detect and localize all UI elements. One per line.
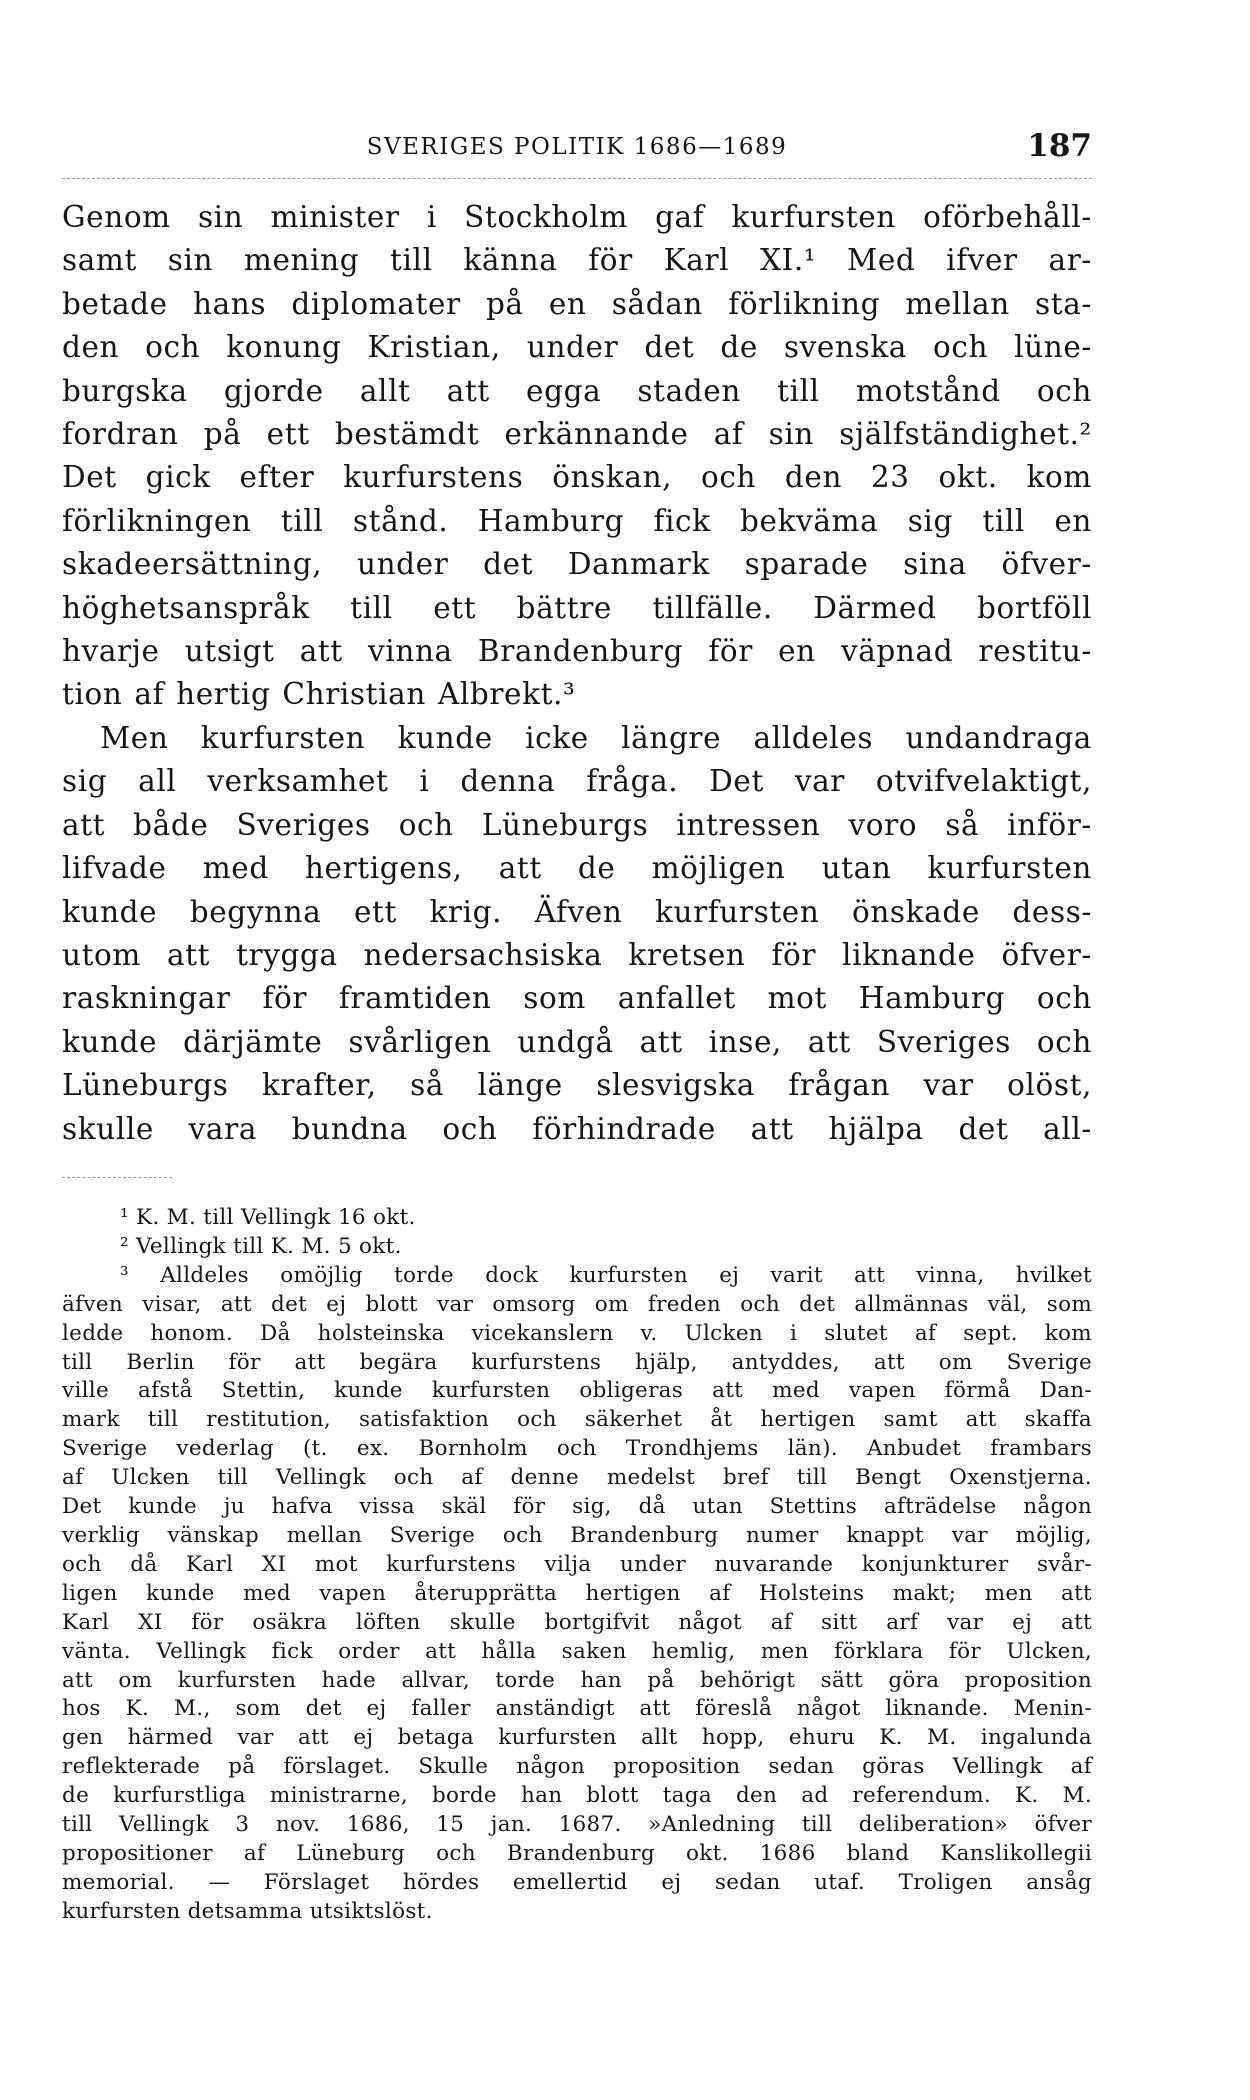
footnotes xyxy=(62,1204,1092,1927)
body-line: höghetsanspråk till ett bättre tillfälle. Därmed bortföll xyxy=(62,590,1092,625)
footnote-line: hos K. M., som det ej faller anständigt att föreslå något liknande. Menin- xyxy=(62,1696,1092,1722)
footnote-line: memorial. — Förslaget hördes emellertid ej sedan utaf. Troligen ansåg xyxy=(62,1869,1092,1895)
body-line: kunde begynna ett krig. Äfven kurfursten önskade dess- xyxy=(62,894,1092,929)
body-line: att både Sveriges och Lüneburgs intressen voro så inför- xyxy=(62,807,1092,842)
footnote-line: af Ulcken till Vellingk och af denne medelst bref till Bengt Oxenstjerna. xyxy=(62,1465,1092,1491)
body-line: Men kurfursten kunde icke längre alldeles undandraga xyxy=(100,720,1092,755)
footnote-rule xyxy=(62,1177,172,1178)
footnote-line: ¹ K. M. till Vellingk 16 okt. xyxy=(120,1205,416,1230)
body-line: den och konung Kristian, under det de svenska och lüne- xyxy=(62,330,1092,365)
footnote-line: Det kunde ju hafva vissa skäl för sig, då utan Stettins afträdelse någon xyxy=(62,1494,1092,1520)
body-line: betade hans diplomater på en sådan förlikning mellan sta- xyxy=(62,286,1092,321)
body-line: skulle vara bundna och förhindrade att hjälpa det all- xyxy=(62,1111,1092,1146)
footnote-line: reflekterade på förslaget. Skulle någon proposition sedan göras Vellingk af xyxy=(62,1754,1092,1780)
body-line: burgska gjorde allt att egga staden till motstånd och xyxy=(62,373,1092,408)
body-line: fordran på ett bestämdt erkännande af sin själfständighet.² xyxy=(62,417,1092,452)
body-line: hvarje utsigt att vinna Brandenburg för en väpnad restitu- xyxy=(62,634,1092,669)
body-line: Det gick efter kurfurstens önskan, och den 23 okt. kom xyxy=(62,460,1092,495)
footnote-line: ³ Alldeles omöjlig torde dock kurfursten ej varit att vinna, hvilket xyxy=(120,1262,1092,1288)
footnote-line: Sverige vederlag (t. ex. Bornholm och Trondhjems län). Anbudet frambars xyxy=(62,1436,1092,1462)
body-line: förlikningen till stånd. Hamburg fick bekväma sig till en xyxy=(62,503,1092,538)
footnote-line: ligen kunde med vapen återupprätta hertigen af Holsteins makt; men att xyxy=(62,1580,1092,1606)
footnote-line: att om kurfursten hade allvar, torde han på behörigt sätt göra proposition xyxy=(62,1667,1092,1693)
footnote-line: gen härmed var att ej betaga kurfursten allt hopp, ehuru K. M. ingalunda xyxy=(62,1725,1092,1751)
body-line: skadeersättning, under det Danmark sparade sina öfver- xyxy=(62,547,1092,582)
body-line: Lüneburgs krafter, så länge slesvigska frågan var olöst, xyxy=(62,1068,1092,1103)
footnote-line: ledde honom. Då holsteinska vicekanslern v. Ulcken i slutet af sept. kom xyxy=(62,1320,1092,1346)
page-number: 187 xyxy=(1027,128,1092,164)
footnote-line: och då Karl XI mot kurfurstens vilja under nuvarande konjunkturer svår- xyxy=(62,1551,1092,1577)
footnote-line: äfven visar, att det ej blott var omsorg om freden och det allmännas väl, som xyxy=(62,1291,1092,1317)
body-line: Genom sin minister i Stockholm gaf kurfursten oförbehåll- xyxy=(62,200,1092,234)
body-line: kunde därjämte svårligen undgå att inse, att Sveriges och xyxy=(62,1024,1092,1059)
body-line: raskningar för framtiden som anfallet mot Hamburg och xyxy=(62,981,1092,1016)
body-text xyxy=(62,196,1092,1151)
page-header xyxy=(62,128,1092,168)
footnote-line: mark till restitution, satisfaktion och säkerhet åt hertigen samt att skaffa xyxy=(62,1407,1092,1433)
body-line: tion af hertig Christian Albrekt.³ xyxy=(62,677,576,712)
body-line: sig all verksamhet i denna fråga. Det var otvifvelaktigt, xyxy=(62,764,1092,799)
footnote-line: ville afstå Stettin, kunde kurfursten obligeras att med vapen förmå Dan- xyxy=(62,1378,1092,1404)
footnote-line: verklig vänskap mellan Sverige och Brandenburg numer knappt var möjlig, xyxy=(62,1522,1092,1548)
footnote-line: ² Vellingk till K. M. 5 okt. xyxy=(120,1233,402,1259)
footnote-line: vänta. Vellingk fick order att hålla saken hemlig, men förklara för Ulcken, xyxy=(62,1638,1092,1664)
footnote-line: till Vellingk 3 nov. 1686, 15 jan. 1687. »Anledning till deliberation» öfver xyxy=(62,1812,1092,1838)
footnote-line: kurfursten detsamma utsiktslöst. xyxy=(62,1898,433,1924)
body-line: lifvade med hertigens, att de möjligen utan kurfursten xyxy=(62,851,1092,886)
footnote-line: Karl XI för osäkra löften skulle bortgifvit något af sitt arf var ej att xyxy=(62,1609,1092,1635)
footnote-line: de kurfurstliga ministrarne, borde han blott taga den ad referendum. K. M. xyxy=(62,1783,1092,1809)
body-line: utom att trygga nedersachsiska kretsen för liknande öfver- xyxy=(62,937,1092,972)
header-rule xyxy=(62,178,1092,179)
running-head: SVERIGES POLITIK 1686—1689 xyxy=(366,134,788,160)
footnote-line: propositioner af Lüneburg och Brandenburg okt. 1686 bland Kanslikollegii xyxy=(62,1840,1092,1866)
footnote-line: till Berlin för att begära kurfurstens hjälp, antyddes, att om Sverige xyxy=(62,1349,1092,1375)
body-line: samt sin mening till känna för Karl XI.¹ Med ifver ar- xyxy=(62,243,1092,278)
